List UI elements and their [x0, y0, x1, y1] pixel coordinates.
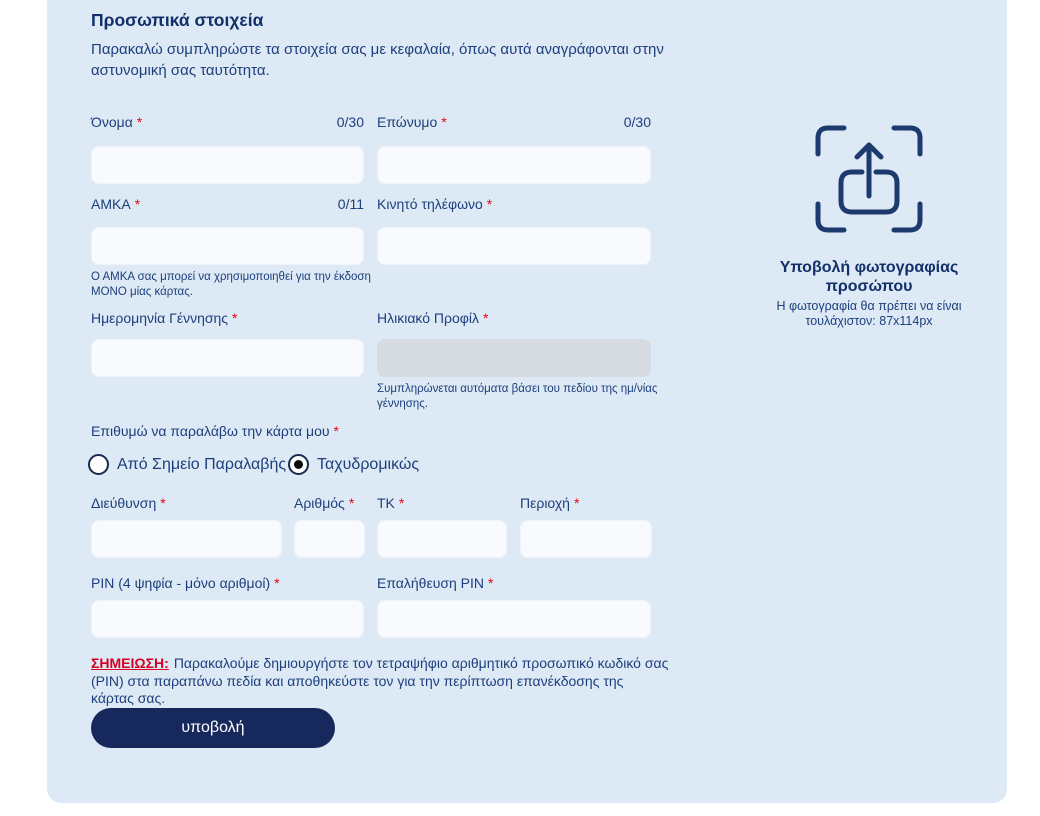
photo-upload-hint: Η φωτογραφία θα πρέπει να είναι τουλάχιστον: 87x114px	[776, 299, 962, 328]
mobile-input[interactable]	[377, 227, 651, 265]
page-title: Προσωπικά στοιχεία	[91, 10, 264, 30]
area-input[interactable]	[520, 520, 652, 558]
first-name-label: Όνομα *	[91, 114, 143, 130]
frame-corner-top-right	[894, 128, 920, 154]
birth-date-input[interactable]	[91, 339, 364, 377]
pin-note-prefix: ΣΗΜΕΙΩΣΗ:	[91, 655, 169, 671]
delivery-option-mail[interactable]	[288, 454, 419, 475]
frame-corner-top-left	[818, 128, 844, 154]
delivery-option-mail-label: Ταχυδρομικώς	[317, 455, 420, 473]
mobile-label: Κινητό τηλέφωνο *	[377, 196, 493, 212]
mobile-label-row	[377, 196, 651, 212]
required-asterisk: *	[488, 575, 494, 591]
last-name-label-row	[377, 114, 651, 130]
required-asterisk: *	[232, 310, 238, 326]
pin-note-text: Παρακαλούμε δημιουργήστε τον τετραψήφιο αριθμητικό προσωπικό κωδικό σας (PIN) στα παραπάνω πεδία και αποθηκεύστε τον για την περίπτωση επανέκδοσης της κάρτας σας.	[91, 655, 669, 706]
required-asterisk: *	[398, 495, 405, 511]
amka-helper-text: Ο ΑΜΚΑ σας μπορεί να χρησιμοποιηθεί για την έκδοση ΜΟΝΟ μίας κάρτας.	[91, 271, 371, 298]
required-asterisk: *	[348, 495, 355, 511]
required-asterisk: *	[441, 114, 447, 130]
pin-note	[91, 655, 669, 708]
required-asterisk: *	[160, 495, 166, 511]
pin-confirm-input[interactable]	[377, 600, 651, 638]
postal-code-input[interactable]	[377, 520, 507, 558]
amka-input[interactable]	[91, 227, 364, 265]
area-label: Περιοχή *	[520, 495, 580, 511]
pin-input[interactable]	[91, 600, 364, 638]
required-asterisk: *	[333, 423, 339, 439]
postal-code-label-row	[377, 495, 507, 511]
photo-upload-icon	[812, 122, 926, 236]
required-asterisk: *	[134, 196, 141, 212]
birth-date-label-row	[91, 310, 364, 326]
address-label: Διεύθυνση *	[91, 495, 166, 511]
pin-confirm-label-row	[377, 575, 651, 591]
first-name-input[interactable]	[91, 146, 364, 184]
delivery-group-label: Επιθυμώ να παραλάβω την κάρτα μου *	[91, 423, 339, 439]
delivery-option-pickup-label: Από Σημείο Παραλαβής	[117, 455, 287, 473]
photo-upload-dropzone[interactable]	[812, 122, 926, 236]
street-number-label: Αριθμός *	[294, 495, 355, 511]
age-profile-input	[377, 339, 651, 377]
last-name-counter: 0/30	[623, 114, 651, 130]
page-subtitle: Παρακαλώ συμπληρώστε τα στοιχεία σας με κεφαλαία, όπως αυτά αναγράφονται στην αστυνομική σας ταυτότητα.	[91, 41, 664, 79]
age-profile-label: Ηλικιακό Προφίλ *	[377, 310, 489, 326]
address-label-row	[91, 495, 282, 511]
radio-selected-icon[interactable]	[288, 454, 309, 475]
required-asterisk: *	[486, 196, 493, 212]
address-input[interactable]	[91, 520, 282, 558]
last-name-label: Επώνυμο *	[377, 114, 447, 130]
pin-label: PIN (4 ψηφία - μόνο αριθμοί) *	[91, 575, 280, 591]
submit-button[interactable]: υποβολή	[91, 708, 335, 748]
required-asterisk: *	[136, 114, 143, 130]
postal-code-label: ΤΚ *	[377, 495, 405, 511]
pin-label-row	[91, 575, 364, 591]
area-label-row	[520, 495, 652, 511]
age-profile-label-row	[377, 310, 651, 326]
pin-confirm-label: Επαλήθευση PIN *	[377, 575, 494, 591]
last-name-input[interactable]	[377, 146, 651, 184]
age-profile-helper-text: Συμπληρώνεται αυτόματα βάσει του πεδίου της ημ/νίας γέννησης.	[377, 383, 658, 410]
photo-upload-title: Υποβολή φωτογραφίας προσώπου	[779, 259, 959, 295]
required-asterisk: *	[274, 575, 280, 591]
birth-date-label: Ημερομηνία Γέννησης *	[91, 310, 238, 326]
radio-unselected-icon[interactable]	[88, 454, 109, 475]
required-asterisk: *	[573, 495, 580, 511]
required-asterisk: *	[482, 310, 489, 326]
amka-counter: 0/11	[337, 196, 364, 212]
personal-details-panel	[47, 0, 1007, 803]
first-name-counter: 0/30	[336, 114, 364, 130]
street-number-label-row	[294, 495, 365, 511]
street-number-input[interactable]	[294, 520, 365, 558]
amka-label: ΑΜΚΑ *	[91, 196, 141, 212]
amka-label-row	[91, 196, 364, 212]
first-name-label-row	[91, 114, 364, 130]
delivery-option-pickup[interactable]	[88, 454, 286, 475]
